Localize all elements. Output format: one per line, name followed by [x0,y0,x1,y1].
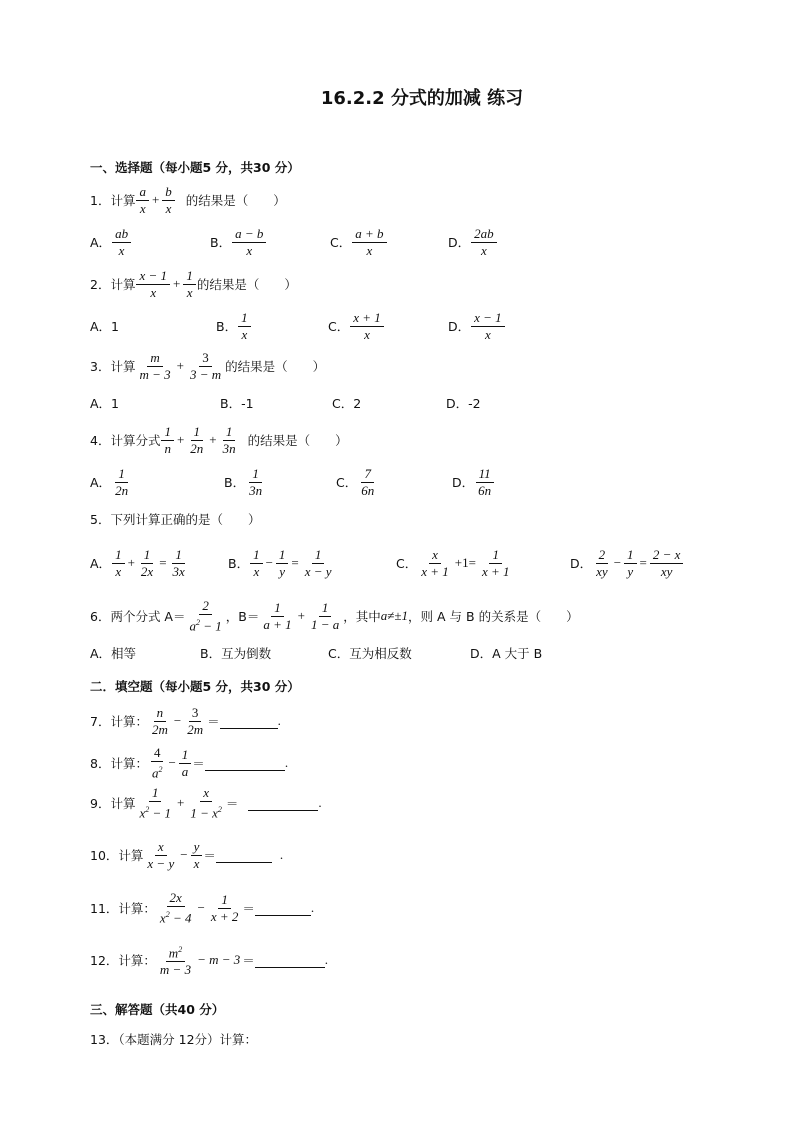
option-c[interactable]: C． $\frac{x + 1}{x}$ [328,310,448,343]
option-a[interactable]: A． $\frac{ab}{x}$ [90,226,210,259]
question-12: 12．计算： $\frac{m^2}{m - 3}$ − m − 3 ＝ . [90,940,328,980]
fraction: $\frac{a}{x}$ [136,184,149,217]
option-c[interactable]: C． $\frac{x}{x + 1}$ +1= $\frac{1}{x + 1}$ [396,546,510,579]
q5-options [90,543,684,583]
q6-middle: ，B＝ [225,609,260,624]
question-7: 7．计算： $\frac{n}{2m}$ − $\frac{3}{2m}$ ＝ . [90,704,281,737]
section-solve: 三、解答题（共40 分） [90,1002,225,1017]
answer-blank[interactable] [205,756,285,771]
q10-prefix: 10．计算 [90,848,144,863]
q6-condition: a≠±1 [380,608,409,623]
q2-suffix: 的结果是（ ） [196,277,297,292]
q4-options [90,462,495,502]
question-6: 6．两个分式 A＝ $\frac{2}{a^2 - 1}$ ，B＝ $\frac{1}{a + 1}$ + $\frac{1}{1 - a}$ ，其中 a≠±1 ，则 A 与 B 的关系是（ ） [90,597,579,634]
option-d[interactable]: D． $\frac{2ab}{x}$ [448,226,498,259]
fraction: $\frac{b}{x}$ [162,184,175,217]
fraction: $\frac{3}{3 - m}$ [189,349,222,382]
q6-suffix: ，则 A 与 B 的关系是（ ） [408,609,579,624]
option-a[interactable]: A．1 [90,319,120,334]
q1-prefix: 1．计算 [90,193,136,208]
q11-prefix: 11．计算： [90,901,156,916]
answer-blank[interactable] [255,901,311,916]
answer-blank[interactable] [255,953,325,968]
q12-prefix: 12．计算： [90,953,156,968]
option-c[interactable]: C． $\frac{a + b}{x}$ [330,226,448,259]
fraction: $\frac{1}{2n}$ [190,423,204,456]
section-choice: 一、选择题（每小题5 分，共30 分） [90,160,300,175]
option-a[interactable]: A． $\frac{1}{2n}$ [90,465,129,498]
fraction: $\frac{m}{m - 3}$ [139,349,171,382]
q3-prefix: 3．计算 [90,359,136,374]
fraction: $\frac{1}{3n}$ [222,423,236,456]
option-a[interactable]: A．1 [90,396,120,411]
q7-prefix: 7．计算： [90,714,148,729]
answer-blank[interactable] [216,848,272,863]
option-a[interactable]: A．相等 [90,646,137,661]
fraction: $\frac{2}{a^2 - 1}$ [189,597,222,634]
page-title: 16.2.2 分式的加减 练习 [320,88,524,109]
option-b[interactable]: B． $\frac{a - b}{x}$ [210,226,330,259]
question-1: 1．计算 $\frac{a}{x}$ + $\frac{b}{x}$ 的结果是（ ） [90,183,286,216]
option-b[interactable]: B．互为倒数 [200,646,272,661]
q4-suffix: 的结果是（ ） [247,433,348,448]
option-d[interactable]: D． $\frac{11}{6n}$ [452,466,495,499]
q1-suffix: 的结果是（ ） [185,193,286,208]
answer-blank[interactable] [248,796,318,811]
fraction: $\frac{1}{a + 1}$ [263,599,292,632]
option-b[interactable]: B． $\frac{1}{x}$ − $\frac{1}{y}$ = $\frac{1}{x - y}$ [228,546,332,579]
section-fill: 二．填空题（每小题5 分，共30 分） [90,679,300,694]
option-c[interactable]: C． $\frac{7}{6n}$ [336,465,375,498]
question-2: 2．计算 $\frac{x - 1}{x}$ + $\frac{1}{x}$ 的结果是（ ） [90,267,297,300]
question-11: 11．计算： $\frac{2x}{x^2 - 4}$ − $\frac{1}{x + 2}$ ＝ . [90,889,315,926]
question-8: 8．计算： $\frac{4}{a^2}$ − $\frac{1}{a}$ ＝ . [90,744,289,781]
option-d[interactable]: D． $\frac{2}{xy}$ − $\frac{1}{y}$ = $\frac{2 - x}{xy}$ [570,547,684,580]
option-d[interactable]: D．A 大于 B [470,646,543,661]
question-3: 3．计算 $\frac{m}{m - 3}$ + $\frac{3}{3 - m}$ 的结果是（ ） [90,349,326,382]
question-9: 9．计算 $\frac{1}{x^2 - 1}$ + $\frac{x}{1 - x^2}$ ＝ . [90,784,322,821]
option-b[interactable]: B． $\frac{1}{3n}$ [224,465,263,498]
fraction: $\frac{1}{x}$ [183,268,196,301]
fraction: $\frac{1}{1 - a}$ [310,599,340,632]
option-c[interactable]: C．互为相反数 [328,646,412,661]
option-d[interactable]: D． $\frac{x - 1}{x}$ [448,310,506,343]
fraction: $\frac{1}{n}$ [161,424,174,457]
q1-options [90,222,498,262]
question-4: 4．计算分式 $\frac{1}{n}$ + $\frac{1}{2n}$ + $\frac{1}{3n}$ 的结果是（ ） [90,423,348,456]
q2-prefix: 2．计算 [90,277,136,292]
q6-options [90,633,542,673]
fraction: $\frac{x - 1}{x}$ [136,268,170,301]
q2-options [90,306,506,346]
q4-prefix: 4．计算分式 [90,433,161,448]
q8-prefix: 8．计算： [90,756,148,771]
answer-blank[interactable] [220,714,278,729]
option-a[interactable]: A． $\frac{1}{x}$ + $\frac{1}{2x}$ = $\frac{1}{3x}$ [90,546,185,579]
option-c[interactable]: C．2 [332,396,362,411]
q6-text: ，其中 [343,609,381,624]
option-b[interactable]: B．-1 [220,396,254,411]
question-10: 10．计算 $\frac{x}{x - y}$ − $\frac{y}{x}$ ＝ . [90,838,284,871]
option-b[interactable]: B． $\frac{1}{x}$ [216,310,328,343]
q6-prefix: 6．两个分式 A＝ [90,609,186,624]
question-5: 5．下列计算正确的是（ ） [90,512,261,527]
question-13: 13．（本题满分 12分）计算： [90,1032,258,1047]
q3-options [90,383,481,423]
q9-prefix: 9．计算 [90,796,136,811]
option-d[interactable]: D．-2 [446,396,481,411]
q3-suffix: 的结果是（ ） [225,359,326,374]
